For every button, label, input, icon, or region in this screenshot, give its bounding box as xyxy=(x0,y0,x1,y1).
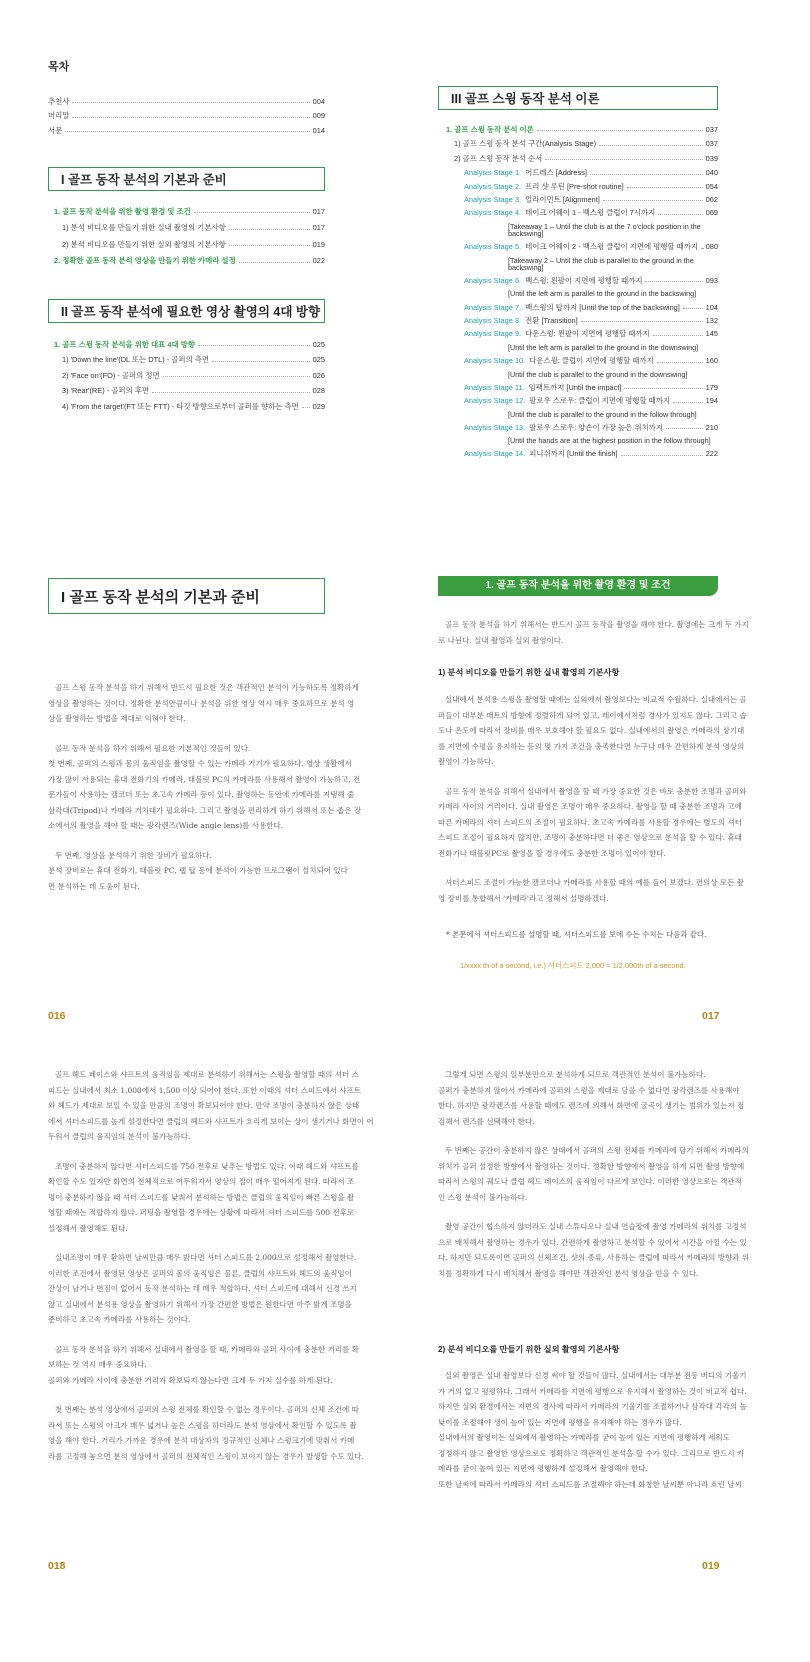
stage-tag: Analysis Stage 10. xyxy=(464,356,526,366)
paragraph xyxy=(48,1067,374,1145)
text-line: 위치가 골퍼 설정한 방향에서 촬영하는 것이다. 정확한 방향에서 촬영을 하게 되면 촬영 방향에 xyxy=(438,1161,745,1171)
text-line: 영할 때에는 적합하지 않다. 퍼팅을 촬영할 경우에는 상황에 따라서 셔터 스피드를 500 전후로 xyxy=(48,1208,355,1217)
text-line: 피드는 실내에서 최소 1,000에서 1,500 이상 되어야 한다. 또한 이때의 셔터 스피드에서 샤프트 xyxy=(48,1085,362,1095)
stage-tag: Analysis Stage 14. xyxy=(464,449,526,459)
text-line: 그렇게 되면 스윙의 일부분만으로 분석하게 되므로 객관적인 분석이 불가능하다. xyxy=(445,1070,706,1079)
stage-page: 093 xyxy=(705,276,718,286)
text-line: 준비하고 초고속 카메라를 사용하는 것이다. xyxy=(48,1315,191,1324)
text-line: 골프 헤드 페이스와 샤프트의 움직임을 제대로 분석하기 위해서는 스윙을 촬영할 때의 셔터 스 xyxy=(55,1070,359,1079)
formula-note: 1/xxxx th of a second, i.e.) 셔터스피드 2,000 = 1/2,000th of a second. xyxy=(460,961,686,970)
text-line: 라를 고정해 놓으면 분석 영상에서 골퍼의 전체적인 스윙이 보이지 않는 경우가 발생할 수도 있다. xyxy=(48,1451,364,1461)
text-line: 상을 촬영하는 방법을 제대로 익혀야 한다. xyxy=(48,714,186,723)
text-line: 치를 정확하게 다시 배치해서 촬영을 해야만 객관적인 분석 영상을 얻을 수 있다. xyxy=(438,1268,699,1278)
paragraph xyxy=(48,1402,364,1464)
text-line: 가장 많이 사용되는 휴대 전화기의 카메라, 태블릿 PC의 카메라를 사용해서 촬영이 가능하고, 전 xyxy=(48,774,361,784)
text-line: 퍼들이 대부분 매트의 방향에 정렬하게 되어 있고, 레이에서처럼 경사가 있지도 않다. 그리고 습 xyxy=(438,710,747,720)
text-line: 으로 배치해서 촬영하는 경우가 있다. 간편하게 촬영하고 분석할 수 있어서 시간을 아낄 수는 있 xyxy=(438,1237,747,1247)
chapter-heading: I 골프 동작 분석의 기본과 준비 xyxy=(48,578,325,614)
text-line: 첫 번째는 분석 영상에서 골퍼의 스윙 전체를 확인할 수 없는 경우이다. 골퍼의 신체 조건에 따 xyxy=(55,1405,359,1414)
toc-entry[interactable]: 2) 분석 비디오를 만들기 위한 실외 촬영의 기본사항 019 xyxy=(62,239,325,249)
paragraph xyxy=(438,875,745,906)
text-line: 골퍼가 충분하지 않아서 카메라에 골퍼의 스윙을 제대로 담을 수 없다면 광각렌즈를 사용해야 xyxy=(438,1085,740,1095)
text-line: 골퍼와 카메라 사이에 충분한 거리가 확보되지 않는다면 크게 두 가지 실수를 하게 된다. xyxy=(48,1375,333,1385)
stage-label: 팔로우 스로우: 양손이 가장 높은 위치까지 xyxy=(529,422,663,432)
paragraph xyxy=(48,1159,359,1237)
text-line: 메라를 굳이 높여 있는 지면에 평행하게 설정해서 촬영해야 한다. xyxy=(438,1464,648,1473)
stage-tag: Analysis Stage 12. xyxy=(464,396,526,406)
toc-entry[interactable]: 머리말 009 xyxy=(48,111,325,121)
toc-entry[interactable]: 추천사 004 xyxy=(48,97,325,106)
text-line: 를 지면에 수평을 유지하는 등의 몇 가지 조건을 충족한다면 누구나 매우 간편하게 분석 영상의 xyxy=(438,741,745,751)
text-line: 따라서 스윙의 궤도나 클럽 헤드 페이스의 움직임이 다르게 보인다. 이러한 영상으로는 객관적 xyxy=(438,1177,742,1186)
text-line: 가 거의 없고 평평하다. 그래서 카메라를 지면에 평행으로 유지해서 촬영하는 것이 비교적 쉽다. xyxy=(438,1386,747,1396)
stage-tag: Analysis Stage 4. xyxy=(464,208,522,218)
text-line: 검해서 렌즈를 선택해야 한다. xyxy=(438,1116,535,1126)
text-line: 로 나뉜다. 실내 촬영과 실외 촬영이다. xyxy=(438,635,564,645)
text-line: 또한 날씨에 따라서 카메라의 셔터 스피드를 조절해야 하는데 화창한 날씨뿐 아니라 흐린 날씨 xyxy=(438,1479,742,1489)
text-line: 면 분석하는 데 도움이 된다. xyxy=(48,881,140,891)
text-line: 두 번째, 영상을 분석하기 위한 장비가 필요하다. xyxy=(55,850,212,860)
paragraph xyxy=(48,741,362,834)
section-banner: 1. 골프 동작 분석을 위한 촬영 환경 및 조건 xyxy=(438,576,718,596)
stage-tag: Analysis Stage 2. xyxy=(464,181,522,191)
stage-label: 피니쉬까지 [Until the finish] xyxy=(529,449,618,459)
text-line: 조명이 충분하지 않다면 셔터스피드를 750 전후로 낮추는 방법도 있다. 이때 헤드와 샤프트를 xyxy=(55,1161,359,1171)
stage-label: 백스윙: 왼팔이 지면에 평행할 때까지 xyxy=(525,276,643,286)
stage-page: 080 xyxy=(705,242,718,252)
text-line: 확인할 수도 있지만 화면의 전체적으로 어두워지서 영상의 질이 매우 떨어지게 된다. 따라서 조 xyxy=(48,1177,355,1186)
stage-english-caption: [Until the club is parallel to the ground in the downswing] xyxy=(508,369,688,379)
stage-label: 다운스윙: 클럽이 지면에 평행할 때까지 xyxy=(529,356,654,366)
page17-intro xyxy=(438,617,749,648)
toc-entry[interactable]: 3) 'Rear'(RE) - 골퍼의 후면 028 xyxy=(62,386,325,396)
subsection-heading: 1) 분석 비디오를 만들기 위한 실내 촬영의 기본사항 xyxy=(438,668,620,677)
page17-body xyxy=(438,692,747,906)
text-line: 않고 실내에서 분석용 영상을 촬영하기 위해서 가장 간편한 방법은 원한다면 아주 밝게 조명을 xyxy=(48,1299,352,1309)
paragraph xyxy=(438,1067,745,1129)
text-line: 전화기나 태블릿PC로 촬영을 할 경우에도 충분한 조명이 있어야 한다. xyxy=(438,848,666,858)
stage-tag: Analysis Stage 9. xyxy=(464,329,522,339)
text-line: 골프 동작 분석을 하기 위해서 필요한 기본적인 것들이 있다. xyxy=(55,743,251,753)
text-line: 실내에서 분석용 스윙을 촬영할 때에는 실외에서 촬영보다는 비교적 수월하다. 실내에서는 골 xyxy=(445,695,747,704)
text-line: 잔상이 남거나 번짐이 없어서 동작 분석하는 데 매우 적합하다. 셔터 스피드에 대해서 신경 쓰지 xyxy=(48,1284,357,1293)
subsection-heading: 2) 분석 비디오를 만들기 위한 실외 촬영의 기본사항 xyxy=(438,1345,620,1354)
paragraph xyxy=(438,784,747,862)
stage-english-caption: [Takeaway 1 – Until the club is at the 7 o'clock position in the backswing] xyxy=(508,221,701,239)
stage-label: 테이크 어웨이 2 - 백스윙 클럽이 지면에 평행할 때까지 xyxy=(525,242,699,252)
analysis-stage-row[interactable] xyxy=(464,424,718,431)
toc-entry[interactable]: 1. 골프 동작 분석을 위한 촬영 환경 및 조건 017 xyxy=(54,207,325,216)
toc-part3-heading: III 골프 스윙 동작 분석 이론 xyxy=(438,86,718,110)
analysis-stage-row[interactable] xyxy=(464,397,718,404)
text-line: 골프 동작 분석을 위해서 실내에서 촬영을 할 때 가장 중요한 것은 바로 충분한 조명과 골퍼와 xyxy=(445,786,747,796)
stage-label: 백스윙의 탑까지 [Until the top of the backswing] xyxy=(525,302,680,312)
text-line: 다. 하지만 되도록이면 골퍼의 신체조건, 샷의 종류, 사용하는 클럽에 따라서 카메라의 방향과 위 xyxy=(438,1253,750,1262)
stage-english-caption: [Takeaway 2 – Until the club is parallel to the ground in the backswing] xyxy=(508,255,694,272)
text-line: 이러한 조건에서 촬영된 영상은 골퍼의 몸의 움직임은 물론, 클럽의 샤프트와 헤드의 움직임이 xyxy=(48,1268,352,1278)
analysis-stage-row[interactable] xyxy=(464,196,718,203)
toc-front-matter xyxy=(48,98,325,134)
toc-title: 목차 xyxy=(48,61,70,73)
toc-entry[interactable]: 1) 'Down the line'(DL 또는 DTL) - 골퍼의 측면 025 xyxy=(62,355,325,365)
stage-tag: Analysis Stage 13. xyxy=(464,422,526,432)
text-line: 하지만 실외 환경에서는 지면의 경사에 따라서 카메라의 기울기를 조절하거나 삼각대 각각의 높 xyxy=(438,1402,747,1411)
stage-english-caption: [Until the left arm is parallel to the ground in the backswing] xyxy=(508,289,697,299)
text-line: 인 스윙 분석이 불가능하다. xyxy=(438,1192,528,1202)
stage-page: 222 xyxy=(705,449,718,459)
paragraph xyxy=(438,1368,747,1492)
text-line: 첫 번째, 골퍼의 스윙과 몸의 움직임을 촬영할 수 있는 카메라 기기가 필요하다. 영상 생활에서 xyxy=(48,759,352,768)
text-line: 라서 또는 스윙의 아크가 매우 넓거나 높은 스윙을 하더라도 분석 영상에서 확인할 수 있도록 촬 xyxy=(48,1420,357,1430)
stage-page: 210 xyxy=(705,422,718,432)
paragraph xyxy=(438,692,747,770)
page16-body xyxy=(48,680,362,894)
text-line: 실외 촬영은 실내 촬영보다 신경 써야 할 것들이 많다. 실내에서는 대부분 전동 버디의 기울기 xyxy=(445,1371,747,1380)
stage-page: 160 xyxy=(705,356,718,366)
toc-part2-heading: II 골프 동작 분석에 필요한 영상 촬영의 4대 방향 xyxy=(48,299,325,323)
text-line: 따른 카메라의 셔터 스피드의 조절이 필요하다. 초고속 카메라를 사용할 경우에는 별도의 셔터 xyxy=(438,817,742,827)
text-line: 실내에서의 촬영이는 실외에서 촬영하는 카메라를 굳이 높여 있는 지면에 평행하게 세워도 xyxy=(438,1433,730,1442)
text-line: 카메라 사이의 거리이다. 실내 촬영은 조명이 매우 중요하다. 촬영을 할 때 충분한 조명과 고에 xyxy=(438,802,742,811)
text-line: 한다. 하지만 광각렌즈를 사용할 때에도 렌즈에 의해서 화면에 굴곡이 생기는 범위가 있는지 점 xyxy=(438,1101,745,1110)
text-line: 에서 셔터스피드를 높게 설정한다면 클럽의 헤드와 샤프트가 흐리게 보이는 상이 생기거나 화면이 어 xyxy=(48,1116,374,1126)
text-line: 골프 동작 분석을 하기 위해서는 반드시 골프 동작을 촬영을 해야 한다. 촬영에는 크게 두 가지 xyxy=(445,620,749,629)
stage-label: 테이크 어웨이 1 - 백스윙 클럽이 7시까지 xyxy=(525,208,656,218)
page-number: 016 xyxy=(48,1010,66,1022)
toc-entry[interactable]: 1. 골프 스윙 동작 분석을 위한 대표 4대 방향 025 xyxy=(54,340,325,349)
analysis-stage-row[interactable] xyxy=(464,169,718,176)
text-line: 촬영이 가능하다. xyxy=(438,757,494,766)
text-line: 골프 동작 분석을 하기 위해서 실내에서 촬영을 할 때, 카메라와 골퍼 사이에 충분한 거리를 확 xyxy=(55,1344,359,1354)
text-line: 실내조명이 매우 환하면 날씨만큼 매우 밝다면 셔터 스피드를 2,000으로 설정해서 촬영한다. xyxy=(55,1253,357,1262)
text-line: 설정해서 촬영해도 된다. xyxy=(48,1223,128,1233)
paragraph xyxy=(48,1250,357,1328)
paragraph xyxy=(48,680,359,727)
text-line: 셔터스피드 조절이 가능한 캠코더나 카메라를 사용할 때의 예를 들어 보겠다. 편의상 모든 촬 xyxy=(445,878,745,887)
stage-page: 104 xyxy=(705,302,718,312)
text-line: 골프 스윙 동작 분석을 하기 위해서 반드시 필요한 것은 객관적인 분석이 가능하도록 정확하게 xyxy=(55,683,359,692)
text-line: 와 헤드가 제대로 보일 수 있을 만큼의 조명이 확보되어야 한다. 만약 조명이 충분하지 않은 상태 xyxy=(48,1101,360,1110)
toc-entry[interactable]: 2. 정확한 골프 동작 분석 영상을 만들기 위한 카메라 설정 022 xyxy=(54,256,325,266)
stage-label: 프리 샷 루틴 [Pre-shot routine] xyxy=(525,181,624,191)
page-number: 017 xyxy=(702,1010,720,1022)
stage-label: 팔로우 스로우: 클럽이 지면에 평행할 때까지 xyxy=(529,396,671,406)
text-line: 분석 장비로는 휴대 전화기, 태블릿 PC, 랩 탑 등에 분석이 가능한 프로그램이 설치되어 있다 xyxy=(48,866,348,875)
text-line: 낮이를 조절해야 생이 높여 있는 지면에 평행을 유지해야 하는 경우가 많다. xyxy=(438,1417,682,1427)
text-line: 영을 해야 한다. 거리가 가까운 경우에 분석 대상자의 정규적인 신체나 스윙크기에 맞춰서 카메 xyxy=(48,1436,355,1445)
stage-page: 179 xyxy=(705,382,718,392)
footnote: * 본문에서 셔터스피드를 설명할 때, 셔터스피드를 보에 수는 수치는 다음과 같다. xyxy=(446,930,707,939)
stage-label: 얼라이먼트 [Alignment] xyxy=(525,195,600,205)
text-line: 정정하지 않고 촬영한 영상으로도 정확하고 객관적인 분석을 할 수가 있다. 그리므로 반드시 카 xyxy=(438,1448,745,1458)
page19-body2 xyxy=(438,1368,747,1492)
text-line: 스피드 조절이 필요하지 않지만, 조명이 충분하다면 더 좋은 영상으로 분석을 할 수 있다. 휴대 xyxy=(438,833,742,842)
analysis-stage-row[interactable] xyxy=(464,330,718,337)
stage-tag: Analysis Stage 5. xyxy=(464,242,522,252)
stage-english-caption: [Until the club is parallel to the ground in the follow through] xyxy=(508,409,697,419)
analysis-stage-row[interactable] xyxy=(464,357,718,364)
stage-label: 다운스윙: 왼팔이 지면에 평행할 때까지 xyxy=(525,329,650,339)
analysis-stage-row[interactable] xyxy=(464,384,718,391)
stage-tag: Analysis Stage 11. xyxy=(464,382,525,392)
page18-body xyxy=(48,1067,374,1464)
stage-page: 132 xyxy=(705,316,718,326)
page-number: 018 xyxy=(48,1560,66,1572)
toc-entry[interactable]: 1. 골프 스윙 동작 분석 이론 037 xyxy=(446,125,718,134)
toc-entry[interactable]: 1) 골프 스윙 동작 분석 구간(Analysis Stage) 037 xyxy=(454,139,718,149)
paragraph xyxy=(48,1342,359,1389)
toc-entry[interactable]: 서문 014 xyxy=(48,125,325,135)
text-line: 보하는 것 역시 매우 중요하다. xyxy=(48,1360,147,1369)
stage-page: 194 xyxy=(705,396,718,406)
analysis-stage-list xyxy=(446,169,718,458)
paragraph xyxy=(438,1143,749,1205)
text-line: 삼각대(Tripod)나 카메라 거치대가 필요하다. 그리고 촬영을 편리하게 하기 위해서 또는 좁은 장 xyxy=(48,805,362,815)
analysis-stage-row[interactable] xyxy=(464,183,718,190)
stage-tag: Analysis Stage 8. xyxy=(464,316,522,326)
stage-label: 전환 [Transition] xyxy=(525,316,578,326)
analysis-stage-row[interactable] xyxy=(464,317,718,324)
stage-label: 어드레스 [Address] xyxy=(525,168,587,178)
stage-tag: Analysis Stage 3. xyxy=(464,195,522,205)
paragraph xyxy=(48,848,348,895)
toc-entry[interactable]: 2) 'Face on'(FO) - 골퍼의 정면 026 xyxy=(62,370,325,380)
stage-page: 069 xyxy=(705,208,718,218)
page19-body xyxy=(438,1067,750,1281)
stage-english-caption: [Until the left arm is parallel to the ground in the downswing] xyxy=(508,342,699,352)
text-line: 촬영 공간이 협소하지 않더라도 실내 스튜디오나 실내 연습장에 촬영 카메라의 위치를 고정석 xyxy=(445,1222,747,1231)
toc-entry[interactable]: 1) 분석 비디오를 만들기 위한 실내 촬영의 기본사항 017 xyxy=(62,223,325,233)
stage-tag: Analysis Stage 1. xyxy=(464,168,522,178)
stage-page: 040 xyxy=(705,168,718,178)
stage-page: 145 xyxy=(705,329,718,339)
text-line: 도나 온도에 따라서 장비를 매우 보호해야 할 필요도 없다. 실내에서의 촬영은 카메라의 상기대 xyxy=(438,726,745,735)
toc-part2-list xyxy=(54,341,325,410)
toc-part3-list xyxy=(446,126,718,464)
text-line: 두워서 클럽의 움직임의 분석이 불가능하다. xyxy=(48,1132,191,1141)
toc-entry[interactable]: 2) 골프 스윙 동작 분석 순서 039 xyxy=(454,153,718,163)
text-line: 영상을 촬영하는 것이다. 정확한 분석만큼이나 분석을 위한 영상 역시 매우 중요하므로 분석 영 xyxy=(48,698,355,708)
text-line: 문가들이 사용하는 캠코더 또는 초고속 카메라 등이 있다. 촬영하는 동안에 카메라를 지탱해 줄 xyxy=(48,790,355,799)
toc-part1-list xyxy=(54,208,325,265)
analysis-stage-row[interactable] xyxy=(464,304,718,311)
analysis-stage-row[interactable] xyxy=(464,277,718,284)
stage-page: 062 xyxy=(705,195,718,205)
toc-part1-heading: I 골프 동작 분석의 기본과 준비 xyxy=(48,167,325,191)
analysis-stage-row[interactable] xyxy=(464,243,718,250)
analysis-stage-row[interactable] xyxy=(464,209,718,216)
text-line: 명이 충분하지 않을 때 셔터 스피드를 낮춰서 분석하는 방법은 클럽의 움직임이 빠른 스윙을 촬 xyxy=(48,1192,355,1202)
stage-label: 임팩트까지 [Until the impact] xyxy=(528,382,622,392)
stage-tag: Analysis Stage 6. xyxy=(464,276,522,286)
paragraph xyxy=(438,1219,750,1281)
stage-english-caption: [Until the hands are at the highest position in the follow through] xyxy=(508,436,711,446)
text-line: 영 장비를 통합해서 '카메라'라고 정해서 설명하겠다. xyxy=(438,893,609,903)
page-number: 019 xyxy=(702,1560,720,1572)
analysis-stage-row[interactable] xyxy=(464,450,718,457)
toc-entry[interactable]: 4) 'From the target'(FT 또는 FTT) - 타깃 방향으로부터 골퍼를 향하는 측면 029 xyxy=(62,401,325,411)
text-line: 두 번째는 공간이 충분하지 않은 상태에서 골퍼의 스윙 전체를 카메라에 담기 위해서 카메라의 xyxy=(445,1146,749,1155)
stage-tag: Analysis Stage 7. xyxy=(464,302,522,312)
text-line: 소에서의 촬영을 해야 할 때는 광각렌즈(Wide angle lens)를 사용한다. xyxy=(48,821,284,830)
stage-page: 054 xyxy=(705,181,718,191)
